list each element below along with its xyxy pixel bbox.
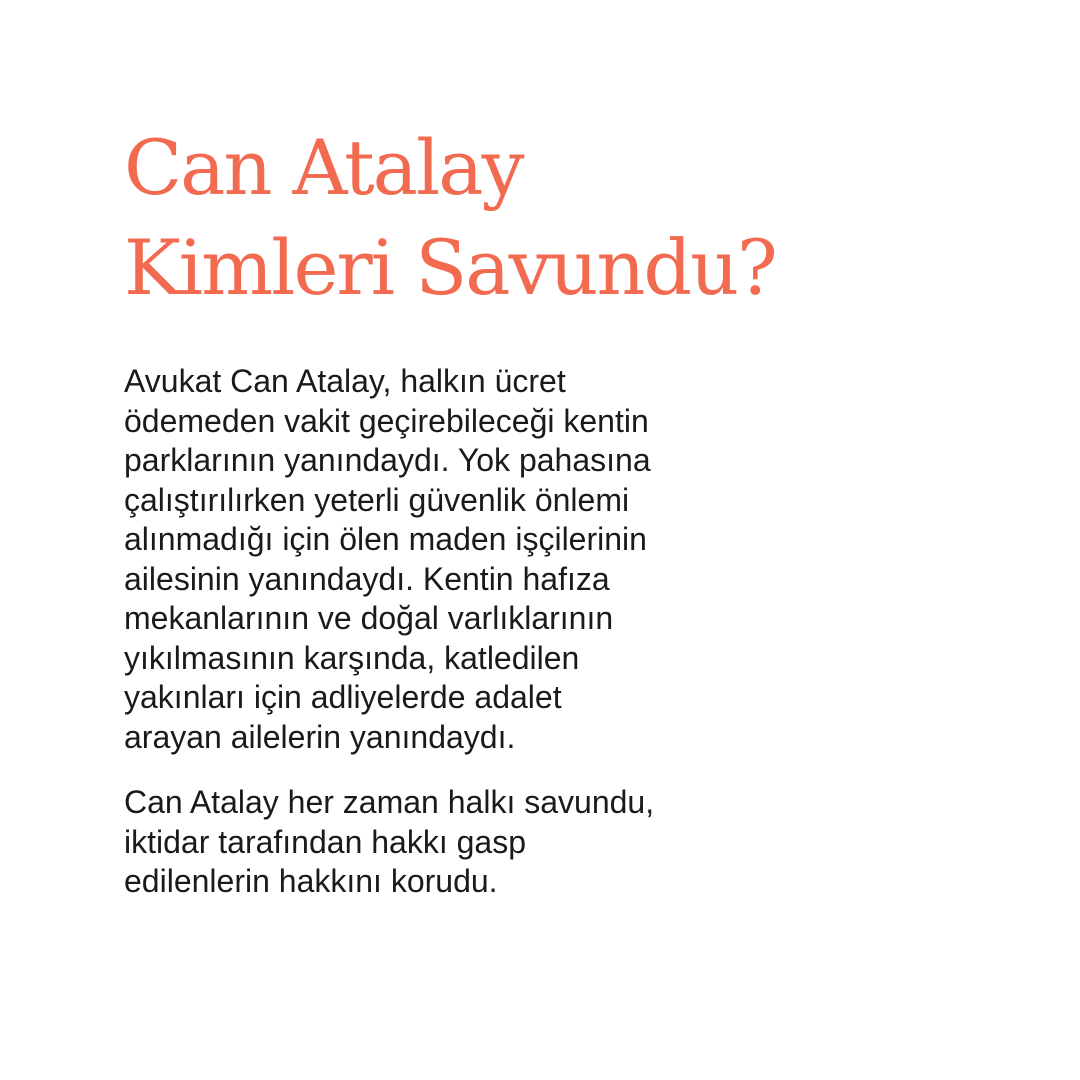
paragraph-2 — [124, 783, 824, 902]
paragraph-line: iktidar tarafından hakkı gasp — [124, 823, 527, 860]
paragraph-line: Can Atalay her zaman halkı savundu, — [124, 784, 655, 820]
paragraph-line: mekanlarının ve doğal varlıklarının — [124, 600, 614, 636]
page-title — [124, 118, 964, 318]
paragraph-line: çalıştırılırken yeterli güvenlik önlemi — [124, 481, 630, 518]
paragraph-line: ödemeden vakit geçirebileceği kentin — [124, 402, 649, 439]
paragraph-line: edilenlerin hakkını korudu. — [124, 863, 498, 899]
paragraph-line: Avukat Can Atalay, halkın ücret — [124, 363, 566, 399]
paragraph-line: alınmadığı için ölen maden işçilerinin — [124, 521, 647, 557]
paragraph-1 — [124, 362, 824, 757]
body-text — [124, 362, 824, 902]
title-line-1: Can Atalay — [124, 123, 523, 212]
paragraph-line: yıkılmasının karşında, katledilen — [124, 639, 580, 676]
paragraph-line: ailesinin yanındaydı. Kentin hafıza — [124, 560, 610, 597]
title-line-2: Kimleri Savundu? — [124, 223, 776, 312]
paragraph-line: arayan ailelerin yanındaydı. — [124, 718, 516, 755]
paragraph-line: yakınları için adliyelerde adalet — [124, 679, 562, 715]
paragraph-line: parklarının yanındaydı. Yok pahasına — [124, 442, 651, 478]
